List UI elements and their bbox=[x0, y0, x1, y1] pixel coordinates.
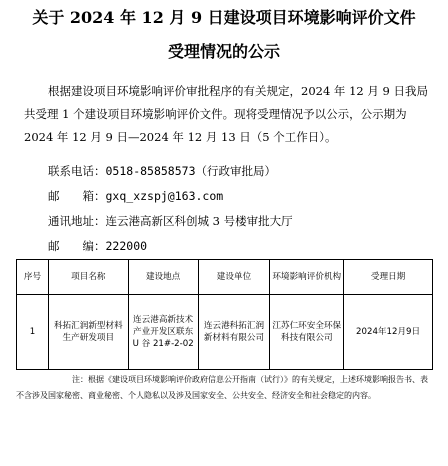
header-builder: 建设单位 bbox=[198, 260, 270, 295]
cell-eia-agency: 江苏仁环安全环保科技有限公司 bbox=[270, 295, 344, 370]
contact-address bbox=[48, 213, 293, 229]
footnote-text: 注：根据《建设项目环境影响评价政府信息公开指南（试行）》的有关规定，上述环境影响报告书、表不含涉及国家秘密、商业秘密、个人隐私以及涉及国家安全、公共安全、经济安全和社会稳定的内容。 bbox=[16, 375, 428, 400]
email-label: 邮 箱： bbox=[48, 189, 106, 203]
contact-email bbox=[48, 188, 223, 204]
phone-value: 0518-85858573（行政审批局） bbox=[105, 164, 277, 178]
header-eia-agency: 环境影响评价机构 bbox=[270, 260, 344, 295]
email-value[interactable]: gxq_xzspj@163.com bbox=[105, 189, 224, 203]
document-title-line1: 关于 2024 年 12 月 9 日建设项目环境影响评价文件 bbox=[32, 8, 416, 27]
acceptance-table bbox=[16, 259, 433, 370]
header-index: 序号 bbox=[17, 260, 49, 295]
table-row bbox=[17, 295, 433, 370]
cell-accept-date: 2024年12月9日 bbox=[344, 295, 433, 370]
phone-label: 联系电话： bbox=[48, 164, 106, 178]
header-location: 建设地点 bbox=[128, 260, 198, 295]
postcode-value: 222000 bbox=[105, 239, 148, 253]
document-title-line2: 受理情况的公示 bbox=[167, 42, 280, 61]
address-label: 通讯地址： bbox=[48, 214, 106, 228]
address-value: 连云港高新区科创城 3 号楼审批大厅 bbox=[105, 214, 293, 228]
intro-paragraph bbox=[24, 80, 428, 149]
intro-text: 根据建设项目环境影响评价审批程序的有关规定，2024 年 12 月 9 日我局共受理 1 个建设项目环境影响评价文件。现将受理情况予以公示，公示期为 2024 年 12 月 9 日—2024 年 12 月 13 日（5 个工作日）。 bbox=[24, 84, 428, 144]
footnote bbox=[16, 372, 432, 404]
cell-index: 1 bbox=[17, 295, 49, 370]
table-header-row bbox=[17, 260, 433, 295]
header-project-name: 项目名称 bbox=[48, 260, 128, 295]
contact-phone bbox=[48, 163, 276, 179]
contact-postcode bbox=[48, 238, 147, 254]
cell-project-name: 科拓汇润新型材料生产研发项目 bbox=[48, 295, 128, 370]
cell-builder: 连云港科拓汇润新材料有限公司 bbox=[198, 295, 270, 370]
header-accept-date: 受理日期 bbox=[344, 260, 433, 295]
cell-location: 连云港高新技术产业开发区联东 U 谷 21#-2-02 bbox=[128, 295, 198, 370]
postcode-label: 邮 编： bbox=[48, 239, 106, 253]
